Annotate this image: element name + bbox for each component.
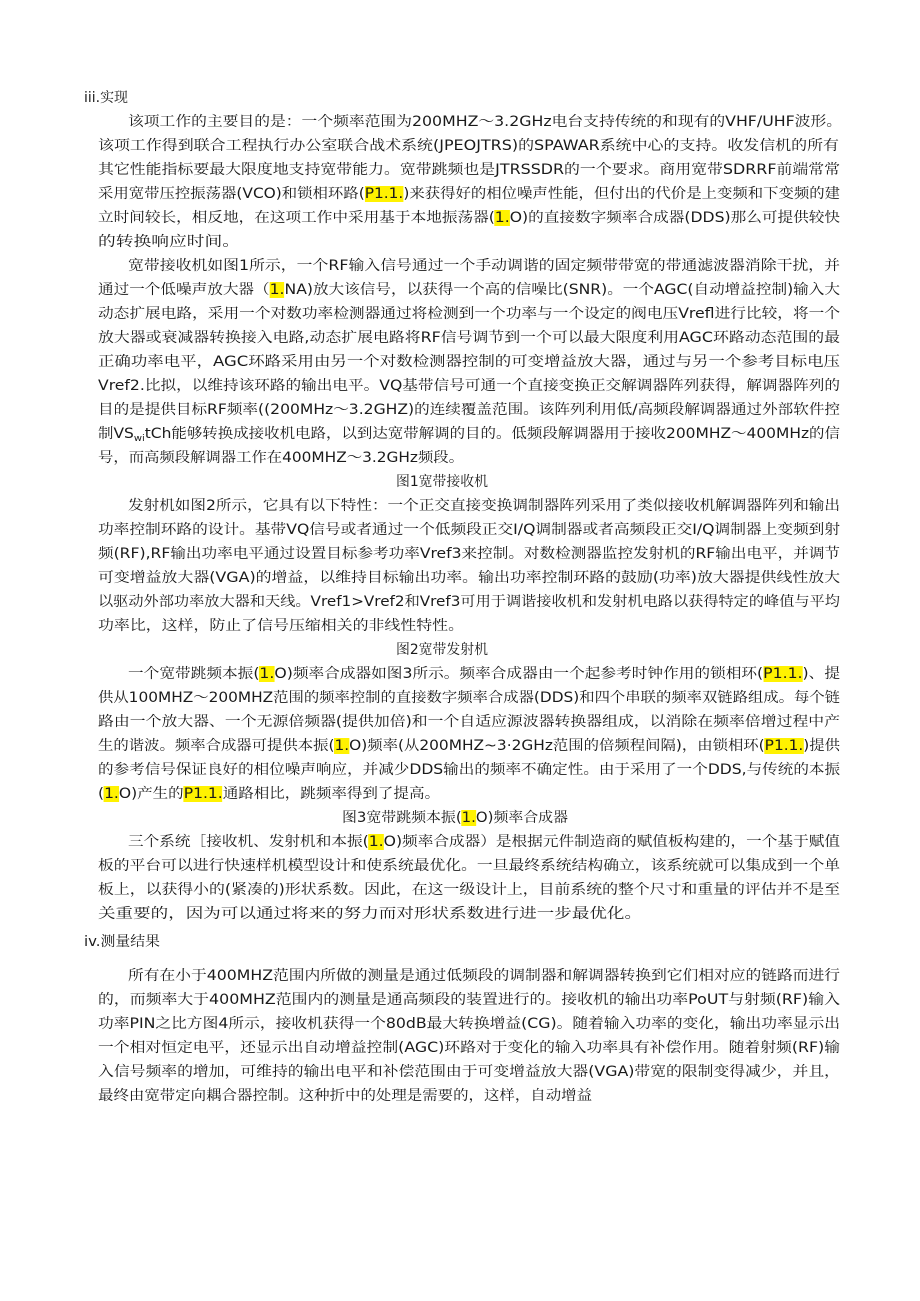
text-line [98,734,920,758]
text-segment: 频(RF),RF输出功率电平通过设置目标参考功率Vref3来控制。对数检测器监控发射机的RF输出电平，并调节 [98,546,840,562]
text-line [98,158,920,182]
text-segment: NA)放大该信号，以获得一个高的信噪比(SNR)。一个AGC(自动增益控制)输入大 [284,282,840,298]
text-line [98,206,920,230]
text-line [98,278,920,302]
text-segment: 动态扩展电路，采用一个对数功率检测器通过将检测到一个功率与一个设定的阀电压Vrefl进行比较，将一个 [98,306,841,322]
text-segment: 功率比，这样，防止了信号压缩相关的非线性特性。 [98,618,464,634]
text-segment: 可变增益放大器(VGA)的增益，以维持目标输出功率。输出功率控制环路的鼓励(功率)放大器提供线性放大 [98,570,840,586]
text-segment: 的参考信号保证良好的相位噪声响应，并减少DDS输出的频率不确定性。由于采用了一个DDS,与传统的本振 [98,762,841,778]
text-segment: 功率控制环路的设计。基带VQ信号或者通过一个低频段正交I/Q调制器或者高频段正交I/Q调制器上变频到射 [98,522,841,538]
text-segment: 放大器或衰减器转换接入电路,动态扩展电路将RF信号调节到一个可以最大限度利用AGC环路动态范围的最 [98,330,840,346]
figure-caption [396,470,920,494]
text-line [98,350,920,374]
section-heading [84,930,920,954]
text-segment: O)频率(从200MHZ~3·2GHz范围的倍频程间隔)，由锁相环( [349,738,765,754]
text-line [98,542,920,566]
text-segment: 该项工作的主要目的是：一个频率范围为200MHZ～3.2GHz电台支持传统的和现有的VHF/UHF波形。 [128,114,843,130]
text-segment: 通过一个低噪声放大器（ [98,282,270,298]
highlighted-text: P1.1. [364,186,404,202]
highlighted-text: 1. [104,786,119,802]
text-segment: 图2宽带发射机 [396,642,489,658]
text-segment: )、提 [802,666,840,682]
text-line [98,302,920,326]
text-segment: )来获得好的相位噪声性能，但付出的代价是上变频和下变频的建 [403,186,841,202]
text-segment: 板的平台可以进行快速样机模型设计和使系统最优化。一旦最终系统结构确立，该系统就可以集成到一个单 [98,858,841,874]
text-segment: 号，而高频段解调器工作在400MHZ～3.2GHz频段。 [98,450,465,466]
highlighted-text: 1. [494,210,510,226]
text-line [98,374,920,398]
text-line [98,590,920,614]
text-segment: 目的是提供目标RF频率((200MHz～3.2GHZ)的连续覆盖范围。该阵列利用低/高频段解调器通过外部软件控 [98,402,841,418]
text-segment: 一个相对恒定电平，还显示出自动增益控制(AGC)环路对于变化的输入功率具有补偿作用。随着射频(RF)输 [98,1040,841,1056]
text-line [128,110,920,134]
text-segment: 以驱动外部功率放大器和天线。Vref1>Vref2和Vref3可用于调谐接收机和发射机电路以获得特定的峰值与平均 [98,594,840,610]
text-segment: iii.实现 [84,90,129,106]
text-segment: 最终由宽带定向耦合器控制。这种折中的处理是需要的，这样，自动增益 [98,1088,593,1104]
text-line [98,758,920,782]
text-line [98,1060,920,1084]
text-segment: Vref2.比拟，以维持该环路的输出电平。VQ基带信号可通一个直接变换正交解调器阵列获得，解调器阵列的 [98,378,841,394]
text-segment: 宽带接收机如图1所示，一个RF输入信号通过一个手动调谐的固定频带带宽的带通滤波器消除干扰，并 [128,258,840,274]
text-line [98,398,920,422]
text-segment: 该项工作得到联合工程执行办公室联合战术系统(JPEOJTRS)的SPAWAR系统中心的支持。收发信机的所有 [98,138,839,154]
text-segment: 一个宽带跳频本振( [128,666,260,682]
text-segment: ( [98,786,105,802]
text-line [98,710,920,734]
text-segment: 其它性能指标要最大限度地支持宽带能力。宽带跳频也是JTRSSDR的一个要求。商用宽带SDRRF前端常常 [98,162,841,178]
section-heading [84,86,920,110]
text-segment: 关重要的，因为可以通过将来的努力而对形状系数进行进一步最优化。 [98,906,643,922]
text-segment: O)频率合成器）是根据元件制造商的赋值板构建的，一个基于赋值 [383,834,841,850]
text-line [98,1012,920,1036]
text-line [98,326,920,350]
text-line [98,134,920,158]
text-line [98,854,920,878]
highlighted-text: 1. [461,810,476,826]
highlighted-text: P1.1. [764,738,804,754]
figure-caption [342,806,920,830]
text-line [98,566,920,590]
text-line [98,614,920,638]
text-segment: O)产生的 [118,786,184,802]
text-segment: 图1宽带接收机 [396,474,489,490]
text-segment: O)的直接数字频率合成器(DDS)那么可提供较快 [509,210,840,226]
highlighted-text: 1. [368,834,384,850]
text-line [128,830,920,854]
text-segment: 的，而频率大于400MHZ范围内的测量是通高频段的装置进行的。接收机的输出功率PoUT与射频(RF)输入 [98,992,840,1008]
text-segment: 板上，以获得小的(紧凑的)形状系数。因此，在这一级设计上，目前系统的整个尺寸和重量的评估并不是至 [98,882,841,898]
text-line [98,1036,920,1060]
highlighted-text: 1. [334,738,350,754]
text-segment: O)频率合成器如图3所示。频率合成器由一个起参考时钟作用的锁相环( [274,666,764,682]
text-line [98,1084,920,1108]
text-line [98,518,920,542]
text-segment: 路由一个放大器、一个无源倍频器(提供加倍)和一个自适应源波器转换器组成，以消除在频率倍增过程中产 [98,714,841,730]
text-line [98,446,920,470]
text-segment: 立时间较长，相反地，在这项工作中采用基于本地振荡器( [98,210,495,226]
text-line [98,902,920,926]
text-segment: 制VS [98,426,134,442]
text-segment: 正确功率电平，AGC环路采用由另一个对数检测器控制的可变增益放大器，通过与另一个参考目标电压 [98,354,840,370]
text-segment: iv.测量结果 [84,934,160,950]
text-line [98,182,920,206]
text-segment: 所有在小于400MHZ范围内所做的测量是通过低频段的调制器和解调器转换到它们相对应的链路而进行 [128,968,840,984]
text-segment: 供从100MHZ～200MHZ范围的频率控制的直接数字频率合成器(DDS)和四个串联的频率双链路组成。每个链 [98,690,841,706]
text-segment: )提供 [803,738,841,754]
text-segment: 的转换响应时间。 [98,234,241,250]
text-line [98,782,920,806]
text-line [128,662,920,686]
text-segment: 生的谐波。频率合成器可提供本振( [98,738,335,754]
text-segment: tCh能够转换成接收机电路，以到达宽带解调的目的。低频段解调器用于接收200MHZ～400MHz的信 [144,426,840,442]
text-line [98,686,920,710]
text-segment: 图3宽带跳频本振( [342,810,462,826]
text-line [128,254,920,278]
subscript-text: wi [133,434,145,444]
text-segment: 通路相比，跳频率得到了提高。 [222,786,440,802]
text-segment: 采用宽带压控振荡器(VCO)和锁相环路( [98,186,365,202]
text-segment: 入信号频率的增加，可维持的输出电平和补偿范围由于可变增益放大器(VGA)带宽的限制变得减少，并且， [98,1064,841,1080]
highlighted-text: P1.1. [183,786,223,802]
text-line [98,878,920,902]
highlighted-text: 1. [259,666,275,682]
figure-caption [396,638,920,662]
text-line [98,988,920,1012]
highlighted-text: P1.1. [763,666,803,682]
highlighted-text: 1. [269,282,285,298]
text-segment: 发射机如图2所示，它具有以下特性：一个正交直接变换调制器阵列采用了类似接收机解调器阵列和输出 [128,498,840,514]
text-segment: 功率PIN之比方图4所示，接收机获得一个80dB最大转换增益(CG)。随着输入功率的变化，输出功率显示出 [98,1016,841,1032]
text-segment: 三个系统［接收机、发射机和本振( [128,834,369,850]
text-segment: O)频率合成器 [475,810,568,826]
text-line [128,494,920,518]
text-line [98,230,920,254]
text-line [128,964,920,988]
